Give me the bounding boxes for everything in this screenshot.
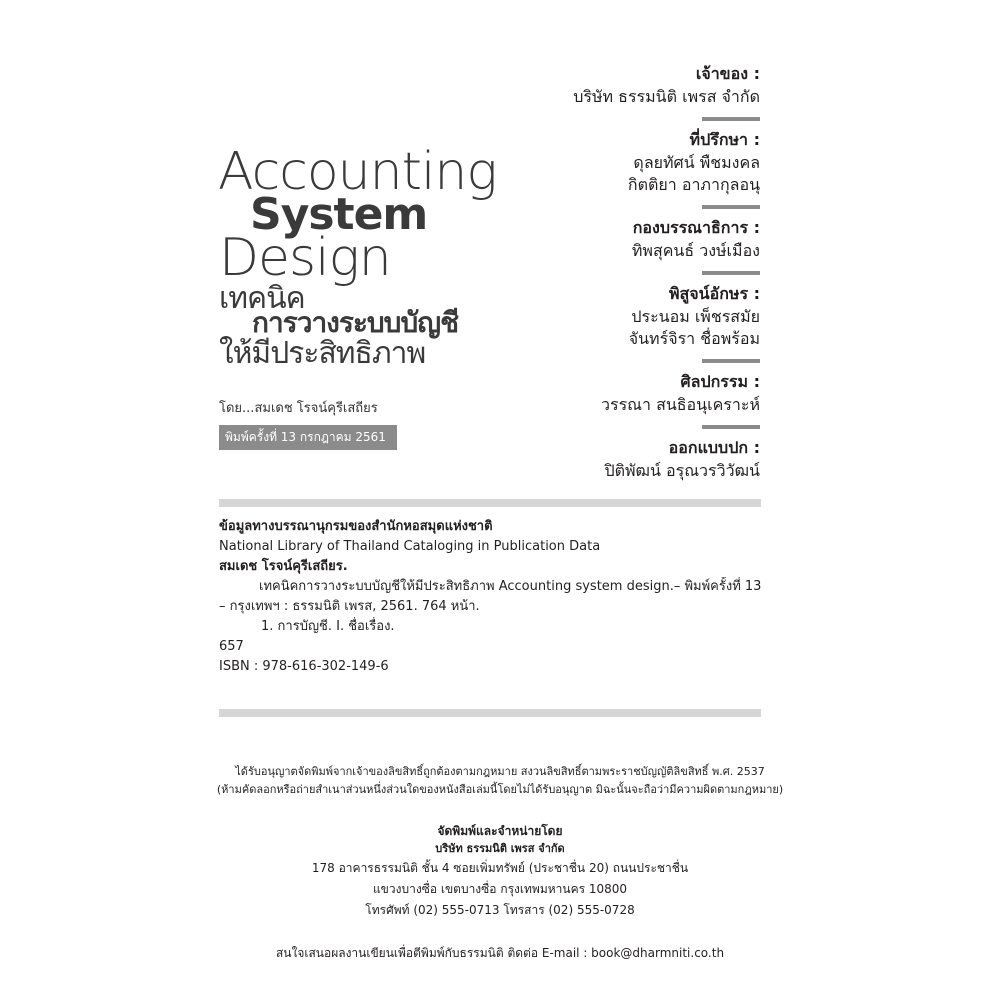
publisher-name: บริษัท ธรรมนิติ เพรส จำกัด [435, 842, 565, 855]
credit-name: ดุลยทัศน์ พืชมงคล [633, 153, 760, 172]
credit-separator [702, 359, 760, 363]
cip-heading-en: National Library of Thailand Cataloging in Publication Data [219, 539, 601, 554]
cip-publication: – กรุงเทพฯ : ธรรมนิติ เพรส, 2561. 764 หน้า. [219, 599, 480, 614]
publisher-info [150, 822, 850, 921]
thai-title-line1: เทคนิค [219, 281, 305, 316]
contact-line: สนใจเสนอผลงานเขียนเพื่อตีพิมพ์กับธรรมนิติ ติดต่อ E-mail : book@dharmniti.co.th [275, 946, 725, 960]
title-accounting: Accounting [218, 142, 497, 202]
title-system: System [250, 189, 428, 240]
credit-name: ทิพสุคนธ์ วงษ์เมือง [631, 241, 760, 260]
credit-role: กองบรรณาธิการ : [632, 218, 760, 237]
credit-artwork [460, 370, 760, 416]
publisher-phone: โทรศัพท์ (02) 555-0713 โทรสาร (02) 555-0728 [365, 903, 635, 917]
credit-cover-design [460, 436, 760, 482]
credit-separator [702, 271, 760, 275]
title-design: Design [219, 228, 391, 288]
divider-top [219, 499, 761, 507]
credit-name: บริษัท ธรรมนิติ เพรส จำกัด [573, 87, 760, 106]
publisher-heading: จัดพิมพ์และจำหน่ายโดย [437, 824, 563, 838]
copyright-line2: (ห้ามคัดลอกหรือถ่ายสำเนาส่วนหนึ่งส่วนใดของหนังสือเล่มนี้โดยไม่ได้รับอนุญาต มิฉะนั้นจะถือว่ามีความผิดตามกฎหมาย) [216, 783, 784, 796]
cip-heading-th: ข้อมูลทางบรรณานุกรมของสำนักหอสมุดแห่งชาติ [219, 519, 493, 534]
thai-title-line2: การวางระบบบัญชี [252, 306, 459, 339]
credits-column [460, 62, 760, 484]
credit-role: ออกแบบปก : [668, 438, 760, 457]
author-line: โดย...สมเดช โรจน์คุรีเสถียร [219, 401, 378, 416]
submission-contact [150, 944, 850, 962]
cip-author: สมเดช โรจน์คุรีเสถียร. [219, 559, 348, 574]
credit-name: จันทร์จิรา ชื่อพร้อม [628, 329, 760, 348]
copyright-notice [150, 763, 850, 799]
credit-name: ปิติพัฒน์ อรุณวรวิวัฒน์ [604, 461, 760, 480]
credit-role: เจ้าของ : [695, 64, 760, 83]
credit-name: กิตติยา อาภากุลอนุ [627, 175, 760, 194]
credit-role: ศิลปกรรม : [680, 372, 760, 391]
edition-badge: พิมพ์ครั้งที่ 13 กรกฎาคม 2561 [219, 425, 397, 450]
cip-class-number: 657 [219, 639, 244, 654]
credit-editorial [460, 216, 760, 262]
credit-role: ที่ปรึกษา : [689, 130, 760, 149]
credit-advisor [460, 128, 760, 196]
publisher-address1: 178 อาคารธรรมนิติ ชั้น 4 ซอยเพิ่มทรัพย์ (ประชาชื่น 20) ถนนประชาชื่น [311, 861, 689, 875]
credit-separator [702, 117, 760, 121]
credit-owner [460, 62, 760, 108]
publisher-address2: แขวงบางซื่อ เขตบางซื่อ กรุงเทพมหานคร 10800 [372, 882, 628, 896]
cip-title-entry: เทคนิคการวางระบบบัญชีให้มีประสิทธิภาพ Accounting system design.– พิมพ์ครั้งที่ 13 [259, 579, 762, 594]
credit-name: วรรณา สนธิอนุเคราะห์ [601, 395, 760, 414]
credit-separator [702, 205, 760, 209]
cip-isbn: ISBN : 978-616-302-149-6 [219, 659, 389, 674]
cip-block [219, 517, 764, 677]
thai-title-line3: ให้มีประสิทธิภาพ [219, 336, 426, 371]
copyright-line1: ได้รับอนุญาตจัดพิมพ์จากเจ้าของลิขสิทธิ์ถูกต้องตามกฎหมาย สงวนลิขสิทธิ์ตามพระราชบัญญัติลิขสิทธิ์ พ.ศ. 2537 [235, 765, 765, 778]
credit-separator [702, 425, 760, 429]
credit-name: ประนอม เพ็ชรสมัย [631, 307, 760, 326]
divider-bottom [219, 709, 761, 717]
credit-proofreader [460, 282, 760, 350]
cip-subjects: 1. การบัญชี. I. ชื่อเรื่อง. [261, 619, 395, 634]
credit-role: พิสูจน์อักษร : [668, 284, 760, 303]
